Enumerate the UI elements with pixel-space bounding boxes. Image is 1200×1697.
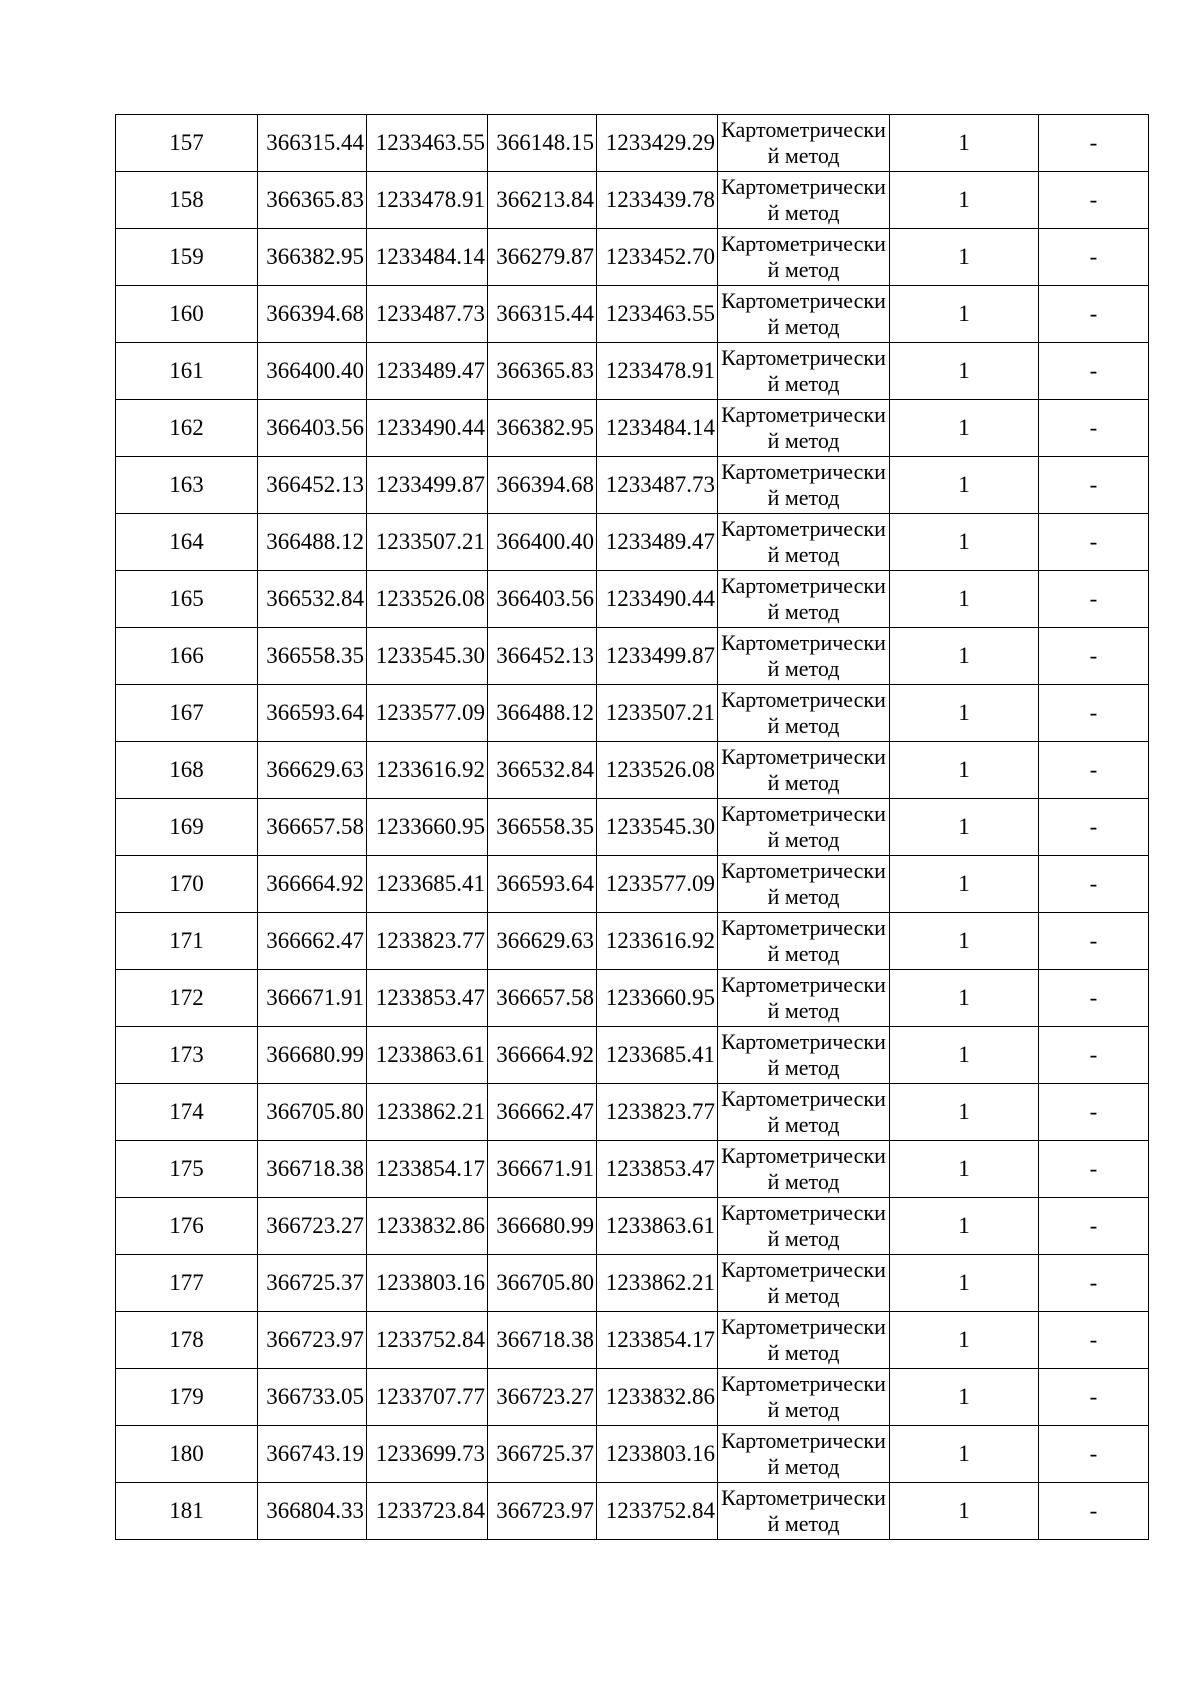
point-number-cell: 161 bbox=[116, 343, 258, 400]
x-previous-cell: 366593.64 bbox=[488, 856, 597, 913]
method-cell: Картометрический метод bbox=[718, 742, 890, 799]
y-coordinate-cell: 1233487.73 bbox=[367, 286, 488, 343]
x-previous-cell: 366403.56 bbox=[488, 571, 597, 628]
x-previous-cell: 366664.92 bbox=[488, 1027, 597, 1084]
point-number-cell: 181 bbox=[116, 1483, 258, 1540]
point-number-cell: 174 bbox=[116, 1084, 258, 1141]
x-coordinate-cell: 366400.40 bbox=[258, 343, 367, 400]
y-coordinate-cell: 1233685.41 bbox=[367, 856, 488, 913]
y-previous-cell: 1233862.21 bbox=[597, 1255, 718, 1312]
note-cell: - bbox=[1039, 115, 1149, 172]
method-cell: Картометрический метод bbox=[718, 286, 890, 343]
x-previous-cell: 366452.13 bbox=[488, 628, 597, 685]
method-cell: Картометрический метод bbox=[718, 970, 890, 1027]
method-cell: Картометрический метод bbox=[718, 571, 890, 628]
accuracy-cell: 1 bbox=[890, 343, 1039, 400]
y-coordinate-cell: 1233823.77 bbox=[367, 913, 488, 970]
note-cell: - bbox=[1039, 1312, 1149, 1369]
table-row bbox=[116, 913, 1149, 970]
note-cell: - bbox=[1039, 1084, 1149, 1141]
accuracy-cell: 1 bbox=[890, 913, 1039, 970]
y-previous-cell: 1233478.91 bbox=[597, 343, 718, 400]
y-previous-cell: 1233526.08 bbox=[597, 742, 718, 799]
y-previous-cell: 1233490.44 bbox=[597, 571, 718, 628]
accuracy-cell: 1 bbox=[890, 286, 1039, 343]
y-previous-cell: 1233616.92 bbox=[597, 913, 718, 970]
y-coordinate-cell: 1233507.21 bbox=[367, 514, 488, 571]
method-cell: Картометрический метод bbox=[718, 1027, 890, 1084]
accuracy-cell: 1 bbox=[890, 970, 1039, 1027]
table-row bbox=[116, 1312, 1149, 1369]
table-row bbox=[116, 1369, 1149, 1426]
point-number-cell: 166 bbox=[116, 628, 258, 685]
y-previous-cell: 1233660.95 bbox=[597, 970, 718, 1027]
method-cell: Картометрический метод bbox=[718, 172, 890, 229]
table-row bbox=[116, 1483, 1149, 1540]
accuracy-cell: 1 bbox=[890, 1312, 1039, 1369]
x-previous-cell: 366629.63 bbox=[488, 913, 597, 970]
point-number-cell: 160 bbox=[116, 286, 258, 343]
y-coordinate-cell: 1233723.84 bbox=[367, 1483, 488, 1540]
x-coordinate-cell: 366723.97 bbox=[258, 1312, 367, 1369]
note-cell: - bbox=[1039, 343, 1149, 400]
method-cell: Картометрический метод bbox=[718, 400, 890, 457]
point-number-cell: 168 bbox=[116, 742, 258, 799]
accuracy-cell: 1 bbox=[890, 685, 1039, 742]
point-number-cell: 176 bbox=[116, 1198, 258, 1255]
method-cell: Картометрический метод bbox=[718, 799, 890, 856]
y-coordinate-cell: 1233832.86 bbox=[367, 1198, 488, 1255]
y-coordinate-cell: 1233660.95 bbox=[367, 799, 488, 856]
x-coordinate-cell: 366365.83 bbox=[258, 172, 367, 229]
y-previous-cell: 1233463.55 bbox=[597, 286, 718, 343]
note-cell: - bbox=[1039, 799, 1149, 856]
x-previous-cell: 366558.35 bbox=[488, 799, 597, 856]
note-cell: - bbox=[1039, 685, 1149, 742]
accuracy-cell: 1 bbox=[890, 229, 1039, 286]
note-cell: - bbox=[1039, 913, 1149, 970]
y-coordinate-cell: 1233484.14 bbox=[367, 229, 488, 286]
point-number-cell: 170 bbox=[116, 856, 258, 913]
point-number-cell: 179 bbox=[116, 1369, 258, 1426]
y-previous-cell: 1233803.16 bbox=[597, 1426, 718, 1483]
note-cell: - bbox=[1039, 1141, 1149, 1198]
note-cell: - bbox=[1039, 1255, 1149, 1312]
y-previous-cell: 1233854.17 bbox=[597, 1312, 718, 1369]
x-previous-cell: 366723.97 bbox=[488, 1483, 597, 1540]
table-row bbox=[116, 1198, 1149, 1255]
x-previous-cell: 366657.58 bbox=[488, 970, 597, 1027]
method-cell: Картометрический метод bbox=[718, 1084, 890, 1141]
x-coordinate-cell: 366664.92 bbox=[258, 856, 367, 913]
method-cell: Картометрический метод bbox=[718, 229, 890, 286]
x-previous-cell: 366400.40 bbox=[488, 514, 597, 571]
y-coordinate-cell: 1233707.77 bbox=[367, 1369, 488, 1426]
note-cell: - bbox=[1039, 457, 1149, 514]
method-cell: Картометрический метод bbox=[718, 913, 890, 970]
method-cell: Картометрический метод bbox=[718, 1198, 890, 1255]
table-row bbox=[116, 286, 1149, 343]
note-cell: - bbox=[1039, 1483, 1149, 1540]
x-previous-cell: 366365.83 bbox=[488, 343, 597, 400]
method-cell: Картометрический метод bbox=[718, 1369, 890, 1426]
y-previous-cell: 1233489.47 bbox=[597, 514, 718, 571]
x-coordinate-cell: 366680.99 bbox=[258, 1027, 367, 1084]
x-previous-cell: 366705.80 bbox=[488, 1255, 597, 1312]
method-cell: Картометрический метод bbox=[718, 856, 890, 913]
table-row bbox=[116, 1255, 1149, 1312]
y-coordinate-cell: 1233853.47 bbox=[367, 970, 488, 1027]
y-previous-cell: 1233863.61 bbox=[597, 1198, 718, 1255]
note-cell: - bbox=[1039, 571, 1149, 628]
method-cell: Картометрический метод bbox=[718, 1312, 890, 1369]
table-row bbox=[116, 1084, 1149, 1141]
table-body bbox=[116, 115, 1149, 1540]
y-coordinate-cell: 1233577.09 bbox=[367, 685, 488, 742]
x-previous-cell: 366671.91 bbox=[488, 1141, 597, 1198]
note-cell: - bbox=[1039, 1198, 1149, 1255]
table-row bbox=[116, 1027, 1149, 1084]
y-coordinate-cell: 1233499.87 bbox=[367, 457, 488, 514]
point-number-cell: 173 bbox=[116, 1027, 258, 1084]
x-coordinate-cell: 366657.58 bbox=[258, 799, 367, 856]
accuracy-cell: 1 bbox=[890, 628, 1039, 685]
note-cell: - bbox=[1039, 172, 1149, 229]
point-number-cell: 169 bbox=[116, 799, 258, 856]
accuracy-cell: 1 bbox=[890, 1255, 1039, 1312]
accuracy-cell: 1 bbox=[890, 400, 1039, 457]
x-coordinate-cell: 366718.38 bbox=[258, 1141, 367, 1198]
x-previous-cell: 366718.38 bbox=[488, 1312, 597, 1369]
method-cell: Картометрический метод bbox=[718, 343, 890, 400]
x-coordinate-cell: 366743.19 bbox=[258, 1426, 367, 1483]
note-cell: - bbox=[1039, 1027, 1149, 1084]
note-cell: - bbox=[1039, 1369, 1149, 1426]
table-row bbox=[116, 856, 1149, 913]
y-previous-cell: 1233484.14 bbox=[597, 400, 718, 457]
x-previous-cell: 366532.84 bbox=[488, 742, 597, 799]
x-coordinate-cell: 366452.13 bbox=[258, 457, 367, 514]
accuracy-cell: 1 bbox=[890, 1198, 1039, 1255]
table-row bbox=[116, 343, 1149, 400]
method-cell: Картометрический метод bbox=[718, 457, 890, 514]
x-coordinate-cell: 366629.63 bbox=[258, 742, 367, 799]
y-previous-cell: 1233853.47 bbox=[597, 1141, 718, 1198]
point-number-cell: 167 bbox=[116, 685, 258, 742]
point-number-cell: 178 bbox=[116, 1312, 258, 1369]
table-row bbox=[116, 172, 1149, 229]
x-previous-cell: 366213.84 bbox=[488, 172, 597, 229]
x-coordinate-cell: 366532.84 bbox=[258, 571, 367, 628]
x-previous-cell: 366279.87 bbox=[488, 229, 597, 286]
point-number-cell: 159 bbox=[116, 229, 258, 286]
y-coordinate-cell: 1233803.16 bbox=[367, 1255, 488, 1312]
x-previous-cell: 366723.27 bbox=[488, 1369, 597, 1426]
method-cell: Картометрический метод bbox=[718, 514, 890, 571]
table-row bbox=[116, 685, 1149, 742]
y-coordinate-cell: 1233463.55 bbox=[367, 115, 488, 172]
y-coordinate-cell: 1233526.08 bbox=[367, 571, 488, 628]
x-previous-cell: 366725.37 bbox=[488, 1426, 597, 1483]
x-coordinate-cell: 366488.12 bbox=[258, 514, 367, 571]
y-previous-cell: 1233685.41 bbox=[597, 1027, 718, 1084]
accuracy-cell: 1 bbox=[890, 1483, 1039, 1540]
y-previous-cell: 1233487.73 bbox=[597, 457, 718, 514]
note-cell: - bbox=[1039, 742, 1149, 799]
x-coordinate-cell: 366705.80 bbox=[258, 1084, 367, 1141]
y-coordinate-cell: 1233489.47 bbox=[367, 343, 488, 400]
point-number-cell: 171 bbox=[116, 913, 258, 970]
point-number-cell: 175 bbox=[116, 1141, 258, 1198]
method-cell: Картометрический метод bbox=[718, 115, 890, 172]
y-previous-cell: 1233577.09 bbox=[597, 856, 718, 913]
note-cell: - bbox=[1039, 628, 1149, 685]
x-coordinate-cell: 366558.35 bbox=[258, 628, 367, 685]
y-previous-cell: 1233507.21 bbox=[597, 685, 718, 742]
point-number-cell: 172 bbox=[116, 970, 258, 1027]
table-row bbox=[116, 400, 1149, 457]
table-row bbox=[116, 799, 1149, 856]
method-cell: Картометрический метод bbox=[718, 628, 890, 685]
x-previous-cell: 366488.12 bbox=[488, 685, 597, 742]
coordinates-table bbox=[115, 114, 1149, 1540]
method-cell: Картометрический метод bbox=[718, 1483, 890, 1540]
table-row bbox=[116, 1141, 1149, 1198]
note-cell: - bbox=[1039, 1426, 1149, 1483]
y-coordinate-cell: 1233699.73 bbox=[367, 1426, 488, 1483]
x-coordinate-cell: 366671.91 bbox=[258, 970, 367, 1027]
table-row bbox=[116, 115, 1149, 172]
table-row bbox=[116, 1426, 1149, 1483]
accuracy-cell: 1 bbox=[890, 1426, 1039, 1483]
accuracy-cell: 1 bbox=[890, 514, 1039, 571]
table-row bbox=[116, 970, 1149, 1027]
accuracy-cell: 1 bbox=[890, 1141, 1039, 1198]
x-previous-cell: 366148.15 bbox=[488, 115, 597, 172]
x-coordinate-cell: 366315.44 bbox=[258, 115, 367, 172]
y-previous-cell: 1233429.29 bbox=[597, 115, 718, 172]
accuracy-cell: 1 bbox=[890, 1084, 1039, 1141]
method-cell: Картометрический метод bbox=[718, 1141, 890, 1198]
table-row bbox=[116, 229, 1149, 286]
note-cell: - bbox=[1039, 400, 1149, 457]
point-number-cell: 157 bbox=[116, 115, 258, 172]
x-previous-cell: 366662.47 bbox=[488, 1084, 597, 1141]
point-number-cell: 180 bbox=[116, 1426, 258, 1483]
x-coordinate-cell: 366725.37 bbox=[258, 1255, 367, 1312]
y-coordinate-cell: 1233854.17 bbox=[367, 1141, 488, 1198]
y-previous-cell: 1233545.30 bbox=[597, 799, 718, 856]
x-coordinate-cell: 366394.68 bbox=[258, 286, 367, 343]
y-previous-cell: 1233439.78 bbox=[597, 172, 718, 229]
accuracy-cell: 1 bbox=[890, 172, 1039, 229]
y-previous-cell: 1233752.84 bbox=[597, 1483, 718, 1540]
accuracy-cell: 1 bbox=[890, 742, 1039, 799]
point-number-cell: 177 bbox=[116, 1255, 258, 1312]
y-coordinate-cell: 1233478.91 bbox=[367, 172, 488, 229]
table-row bbox=[116, 742, 1149, 799]
table-row bbox=[116, 514, 1149, 571]
y-previous-cell: 1233499.87 bbox=[597, 628, 718, 685]
y-previous-cell: 1233832.86 bbox=[597, 1369, 718, 1426]
accuracy-cell: 1 bbox=[890, 1369, 1039, 1426]
x-coordinate-cell: 366593.64 bbox=[258, 685, 367, 742]
y-coordinate-cell: 1233616.92 bbox=[367, 742, 488, 799]
method-cell: Картометрический метод bbox=[718, 1255, 890, 1312]
method-cell: Картометрический метод bbox=[718, 1426, 890, 1483]
y-coordinate-cell: 1233490.44 bbox=[367, 400, 488, 457]
y-coordinate-cell: 1233863.61 bbox=[367, 1027, 488, 1084]
accuracy-cell: 1 bbox=[890, 115, 1039, 172]
point-number-cell: 165 bbox=[116, 571, 258, 628]
point-number-cell: 162 bbox=[116, 400, 258, 457]
accuracy-cell: 1 bbox=[890, 799, 1039, 856]
note-cell: - bbox=[1039, 286, 1149, 343]
point-number-cell: 163 bbox=[116, 457, 258, 514]
accuracy-cell: 1 bbox=[890, 856, 1039, 913]
table-row bbox=[116, 571, 1149, 628]
x-previous-cell: 366382.95 bbox=[488, 400, 597, 457]
note-cell: - bbox=[1039, 229, 1149, 286]
accuracy-cell: 1 bbox=[890, 571, 1039, 628]
x-previous-cell: 366394.68 bbox=[488, 457, 597, 514]
x-previous-cell: 366315.44 bbox=[488, 286, 597, 343]
note-cell: - bbox=[1039, 514, 1149, 571]
note-cell: - bbox=[1039, 970, 1149, 1027]
point-number-cell: 164 bbox=[116, 514, 258, 571]
y-coordinate-cell: 1233545.30 bbox=[367, 628, 488, 685]
table-row bbox=[116, 628, 1149, 685]
accuracy-cell: 1 bbox=[890, 457, 1039, 514]
note-cell: - bbox=[1039, 856, 1149, 913]
point-number-cell: 158 bbox=[116, 172, 258, 229]
table-row bbox=[116, 457, 1149, 514]
y-coordinate-cell: 1233862.21 bbox=[367, 1084, 488, 1141]
method-cell: Картометрический метод bbox=[718, 685, 890, 742]
x-coordinate-cell: 366403.56 bbox=[258, 400, 367, 457]
x-coordinate-cell: 366733.05 bbox=[258, 1369, 367, 1426]
x-coordinate-cell: 366382.95 bbox=[258, 229, 367, 286]
x-coordinate-cell: 366662.47 bbox=[258, 913, 367, 970]
x-coordinate-cell: 366804.33 bbox=[258, 1483, 367, 1540]
y-previous-cell: 1233823.77 bbox=[597, 1084, 718, 1141]
x-coordinate-cell: 366723.27 bbox=[258, 1198, 367, 1255]
x-previous-cell: 366680.99 bbox=[488, 1198, 597, 1255]
accuracy-cell: 1 bbox=[890, 1027, 1039, 1084]
y-coordinate-cell: 1233752.84 bbox=[367, 1312, 488, 1369]
y-previous-cell: 1233452.70 bbox=[597, 229, 718, 286]
